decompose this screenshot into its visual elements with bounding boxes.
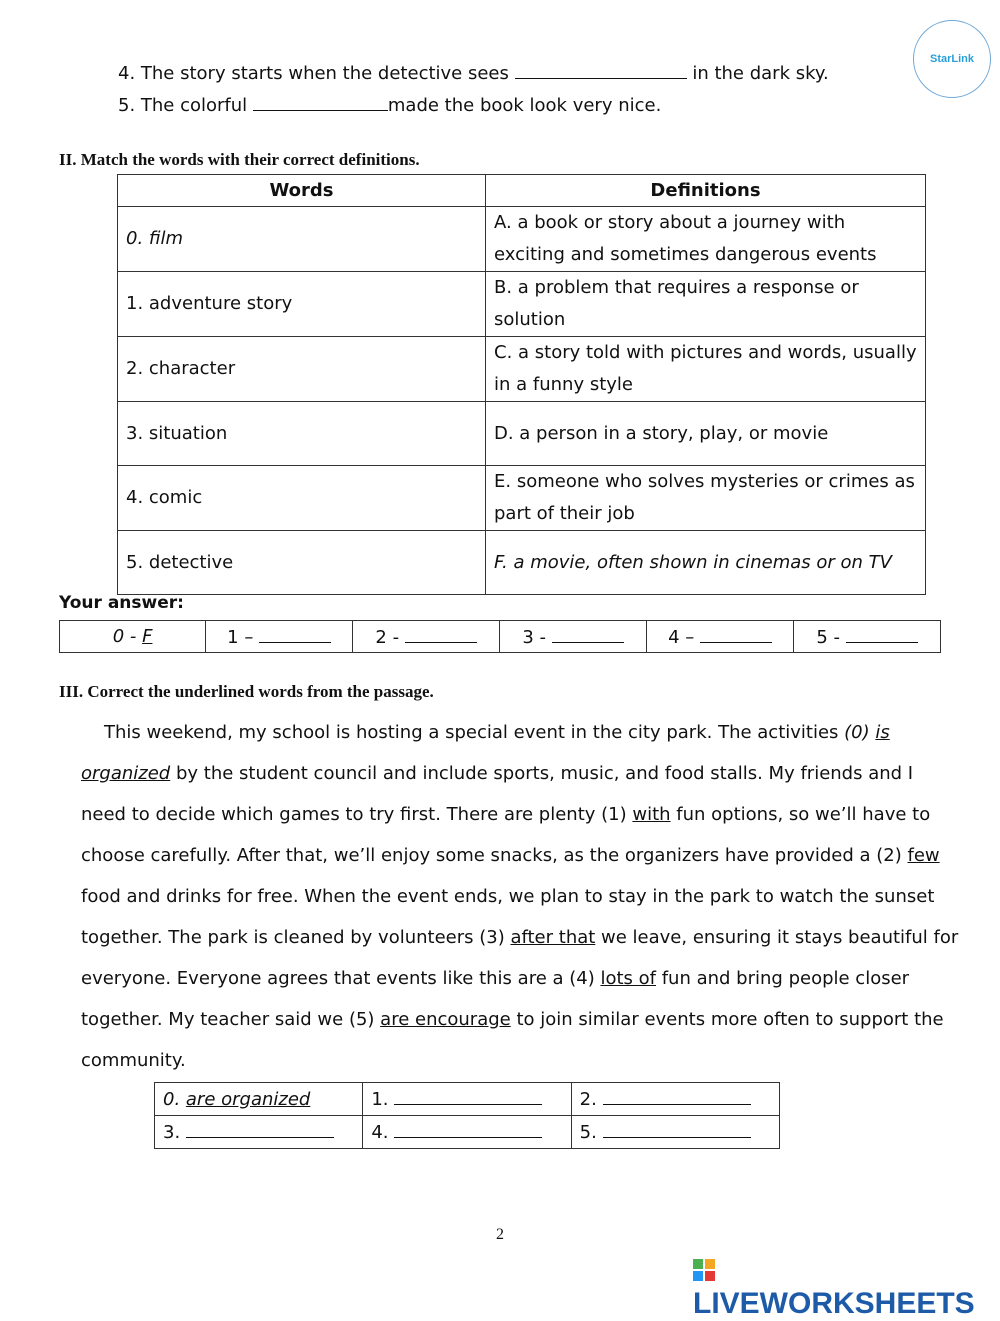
- passage-text: fun options, so we’ll have to choose carefully. After that, we’ll enjoy some snacks, as the organizers have provided a (2): [81, 804, 931, 866]
- answer-label: 4 –: [668, 626, 700, 648]
- answer-label: 5.: [579, 1122, 603, 1143]
- answer-blank[interactable]: [259, 626, 331, 643]
- word-cell: 2. character: [118, 337, 486, 402]
- definition-cell: E. someone who solves mysteries or crimes as part of their job: [486, 466, 926, 531]
- definition-cell: A. a book or story about a journey with exciting and sometimes dangerous events: [486, 207, 926, 272]
- answer-cell-4[interactable]: [647, 621, 794, 653]
- passage-text: by the student council and include sports, music, and food stalls. My friends and I need to decide which games to try first. There are plenty (1): [81, 763, 914, 825]
- question-4-text: 4. The story starts when the detective sees: [118, 63, 515, 84]
- underlined-1: with: [632, 804, 671, 825]
- answer-blank[interactable]: [603, 1088, 751, 1105]
- answer3-cell-2[interactable]: [571, 1083, 779, 1116]
- section-3-heading: III. Correct the underlined words from the passage.: [59, 682, 434, 701]
- answer-blank[interactable]: [700, 626, 772, 643]
- question-5-text: 5. The colorful: [118, 95, 253, 116]
- word-cell: 5. detective: [118, 531, 486, 595]
- answer-example: F: [142, 626, 153, 647]
- answer-blank[interactable]: [186, 1121, 334, 1138]
- answer-label: 2 -: [375, 626, 405, 648]
- passage-text: fun and bring people closer together. My teacher said we (5): [81, 968, 910, 1030]
- answer-cell-0: [60, 621, 206, 653]
- answer-label: 3 -: [522, 626, 552, 648]
- underlined-3: after that: [510, 927, 596, 948]
- table-row: [118, 402, 926, 466]
- logo-text: StarLink: [929, 53, 974, 65]
- definition-cell: C. a story told with pictures and words, usually in a funny style: [486, 337, 926, 402]
- underlined-2: few: [907, 845, 940, 866]
- answer3-cell-4[interactable]: [363, 1116, 571, 1149]
- question-4: [118, 62, 829, 84]
- answer-blank[interactable]: [552, 626, 624, 643]
- table-row: [118, 207, 926, 272]
- question-4-text-end: in the dark sky.: [686, 63, 829, 84]
- answer-blank[interactable]: [405, 626, 477, 643]
- question-5-text-end: made the book look very nice.: [387, 95, 662, 116]
- definition-cell: B. a problem that requires a response or solution: [486, 272, 926, 337]
- question-4-blank[interactable]: [515, 62, 687, 79]
- answer-label: 5 -: [816, 626, 846, 648]
- answer-cell-5[interactable]: [794, 621, 941, 653]
- definition-cell: F. a movie, often shown in cinemas or on TV: [486, 531, 926, 595]
- words-header: Words: [118, 175, 486, 207]
- table-row: [118, 272, 926, 337]
- underlined-0b: organized: [81, 763, 171, 784]
- question-5: [118, 94, 661, 116]
- answer-blank[interactable]: [603, 1121, 751, 1138]
- word-cell: 0. film: [118, 207, 486, 272]
- answer3-cell-3[interactable]: [155, 1116, 363, 1149]
- brand-text: LIVEWORKSHEETS: [693, 1287, 975, 1320]
- answer-table-2: [59, 620, 941, 653]
- answer-label: 4.: [371, 1122, 395, 1143]
- underlined-0a: is: [875, 722, 890, 743]
- page-number: 2: [496, 1226, 504, 1243]
- table-row: [118, 337, 926, 402]
- answer3-cell-5[interactable]: [571, 1116, 779, 1149]
- answer-cell-1[interactable]: [206, 621, 353, 653]
- answer3-cell-1[interactable]: [363, 1083, 571, 1116]
- passage-text: This weekend, my school is hosting a special event in the city park. The activities: [104, 722, 845, 743]
- starlink-logo: [913, 20, 991, 98]
- underlined-4: lots of: [600, 968, 656, 989]
- marker-0: (0): [844, 722, 876, 743]
- answer-label: 0 -: [112, 626, 143, 647]
- definition-cell: D. a person in a story, play, or movie: [486, 402, 926, 466]
- passage: [81, 712, 961, 1081]
- answer-table-3: [154, 1082, 780, 1149]
- word-cell: 1. adventure story: [118, 272, 486, 337]
- answer-cell-3[interactable]: [500, 621, 647, 653]
- answer-blank[interactable]: [394, 1088, 542, 1105]
- liveworksheets-brand: [693, 1253, 1000, 1321]
- table-row: [118, 466, 926, 531]
- answer-label: 2.: [579, 1089, 603, 1110]
- liveworksheets-icon: [693, 1259, 715, 1281]
- question-5-blank[interactable]: [253, 94, 388, 111]
- answer-label: 3.: [163, 1122, 186, 1143]
- answer-blank[interactable]: [846, 626, 918, 643]
- word-cell: 4. comic: [118, 466, 486, 531]
- section-2-heading: II. Match the words with their correct definitions.: [59, 150, 420, 169]
- definitions-header: Definitions: [486, 175, 926, 207]
- answer-label: 1 –: [227, 626, 260, 648]
- table-row: [118, 531, 926, 595]
- underlined-5: are encourage: [380, 1009, 511, 1030]
- answer3-cell-0: [155, 1083, 363, 1116]
- answer-cell-2[interactable]: [353, 621, 500, 653]
- answer-blank[interactable]: [394, 1121, 542, 1138]
- answer-label: 1.: [371, 1089, 395, 1110]
- matching-table: [117, 174, 926, 595]
- passage-text: to join similar events more often to support the community.: [81, 1009, 944, 1071]
- word-cell: 3. situation: [118, 402, 486, 466]
- passage-text: we leave, ensuring it stays beautiful for everyone. Everyone agrees that events like this are a (4): [81, 927, 959, 989]
- answer-example: are organized: [185, 1088, 311, 1110]
- passage-text: food and drinks for free. When the event ends, we plan to stay in the park to watch the sunset together. The park is cleaned by volunteers (3): [81, 886, 935, 948]
- answer-label: 0.: [163, 1088, 186, 1110]
- your-answer-label: Your answer:: [59, 593, 184, 613]
